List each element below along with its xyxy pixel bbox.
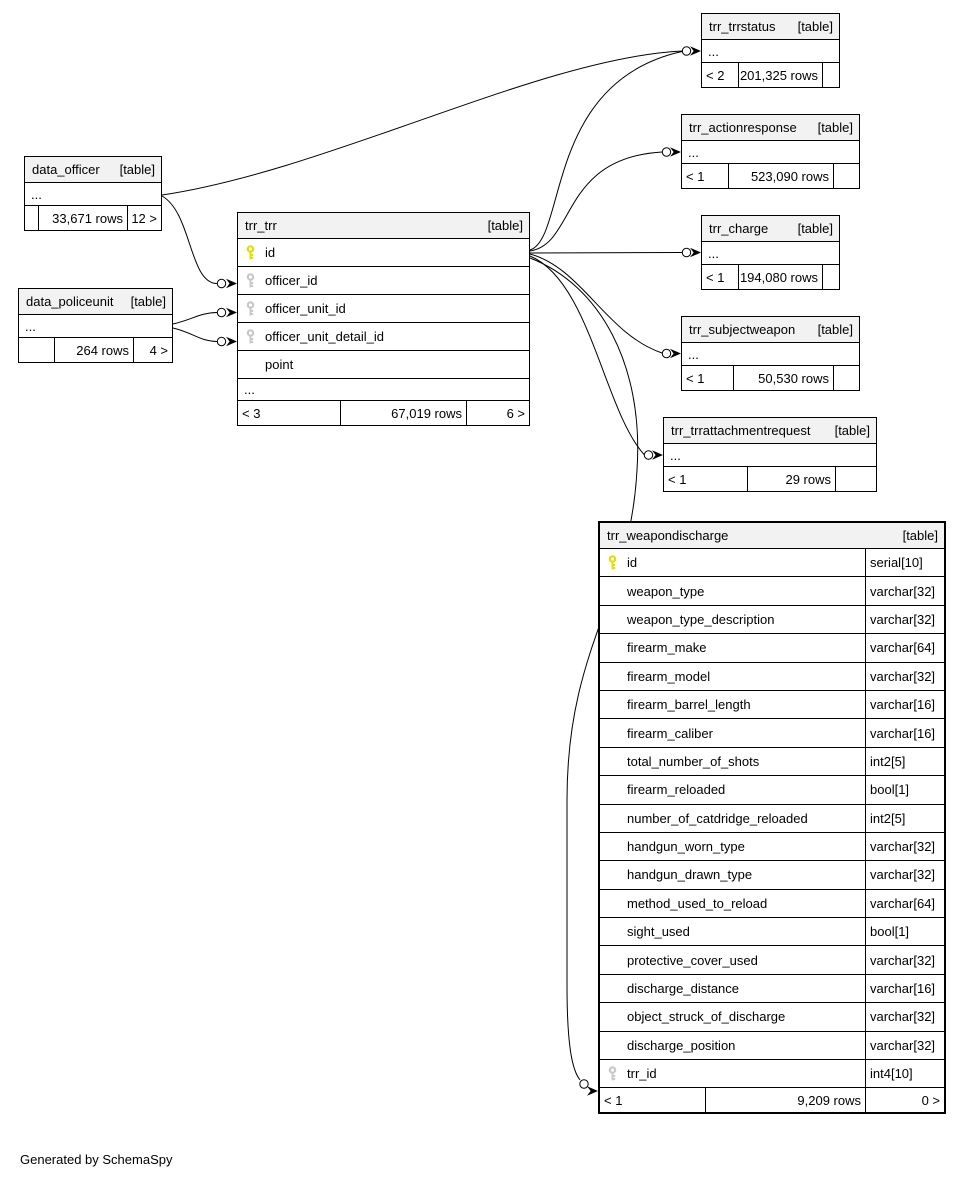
column-type: varchar[32]	[865, 946, 944, 973]
column-type: varchar[16]	[865, 719, 944, 746]
hidden-columns-row	[682, 141, 859, 164]
column-name: firearm_make	[627, 640, 707, 656]
footer-parents: < 1	[686, 370, 705, 386]
table-trr_weapondischarge[interactable]	[598, 521, 946, 1114]
table-header[interactable]	[238, 213, 529, 239]
column-row-protective_cover_used[interactable]	[600, 946, 944, 974]
column-name: ...	[708, 245, 719, 261]
column-name: officer_unit_id	[265, 301, 346, 316]
table-name: trr_actionresponse	[689, 120, 797, 135]
cardinality-circle-icon	[662, 349, 670, 357]
column-row-discharge_position[interactable]	[600, 1032, 944, 1060]
primary-key-icon	[238, 245, 265, 261]
table-data_officer[interactable]	[24, 156, 162, 231]
footer-children	[833, 164, 859, 188]
hidden-columns-row	[25, 183, 161, 206]
table-type-tag: [table]	[487, 218, 523, 233]
column-type: varchar[32]	[865, 577, 944, 604]
column-name: total_number_of_shots	[627, 753, 760, 769]
column-row-firearm_caliber[interactable]	[600, 719, 944, 747]
arrowhead-icon	[226, 337, 237, 347]
footer-children	[822, 265, 839, 289]
table-trr_subjectweapon[interactable]	[681, 316, 860, 391]
table-footer	[238, 401, 529, 425]
relationship-line	[173, 328, 217, 342]
footer-row-count: 9,209 rows	[705, 1088, 865, 1112]
column-row-officer_id[interactable]	[238, 267, 529, 295]
table-header[interactable]	[19, 289, 172, 315]
column-name: ...	[688, 346, 699, 362]
column-type: varchar[32]	[865, 1032, 944, 1059]
column-row-method_used_to_reload[interactable]	[600, 890, 944, 918]
column-row-discharge_distance[interactable]	[600, 975, 944, 1003]
column-name: ...	[244, 382, 255, 397]
column-name: sight_used	[627, 924, 690, 940]
relationship-line	[162, 51, 682, 195]
footer-parents: < 1	[706, 269, 725, 285]
column-type: serial[10]	[865, 549, 944, 576]
column-type: varchar[32]	[865, 861, 944, 888]
table-footer	[664, 467, 876, 491]
hidden-columns-row	[664, 444, 876, 467]
cardinality-circle-icon	[580, 1080, 588, 1088]
footer-row-count: 67,019 rows	[340, 401, 466, 425]
column-type: varchar[16]	[865, 975, 944, 1002]
primary-key-icon	[600, 555, 627, 571]
column-name: firearm_reloaded	[627, 782, 726, 798]
column-row-object_struck_of_discharge[interactable]	[600, 1003, 944, 1031]
arrowhead-icon	[670, 349, 681, 359]
table-name: data_officer	[32, 162, 100, 177]
column-name: ...	[708, 43, 719, 59]
table-header[interactable]	[25, 157, 161, 183]
table-footer	[25, 206, 161, 230]
column-row-id[interactable]	[238, 239, 529, 267]
foreign-key-icon	[238, 301, 265, 317]
foreign-key-icon	[238, 329, 265, 345]
column-row-trr_id[interactable]	[600, 1060, 944, 1088]
hidden-columns-row	[19, 315, 172, 338]
arrowhead-icon	[226, 279, 237, 289]
column-row-firearm_reloaded[interactable]	[600, 776, 944, 804]
table-footer	[682, 366, 859, 390]
arrowhead-icon	[690, 248, 701, 258]
table-type-tag: [table]	[817, 322, 853, 337]
table-header[interactable]	[682, 317, 859, 343]
table-name: trr_subjectweapon	[689, 322, 796, 337]
column-name: weapon_type_description	[627, 611, 775, 627]
hidden-columns-row	[702, 242, 839, 265]
arrowhead-icon	[652, 450, 663, 460]
table-type-tag: [table]	[119, 162, 155, 177]
footer-parents: < 2	[706, 67, 725, 83]
relationship-line	[530, 254, 662, 353]
column-row-officer_unit_detail_id[interactable]	[238, 323, 529, 351]
table-header[interactable]	[702, 216, 839, 242]
column-row-weapon_type[interactable]	[600, 577, 944, 605]
column-row-sight_used[interactable]	[600, 918, 944, 946]
table-footer	[702, 63, 839, 87]
table-trr_trrstatus[interactable]	[701, 13, 840, 88]
column-row-id[interactable]	[600, 549, 944, 577]
cardinality-circle-icon	[217, 337, 225, 345]
footer-row-count: 194,080 rows	[738, 265, 822, 289]
column-name: officer_id	[265, 273, 318, 288]
column-name: officer_unit_detail_id	[265, 329, 385, 344]
arrowhead-icon	[670, 147, 681, 157]
column-row-total_number_of_shots[interactable]	[600, 748, 944, 776]
table-footer	[702, 265, 839, 289]
table-type-tag: [table]	[797, 221, 833, 236]
column-name: ...	[25, 318, 36, 334]
column-name: object_struck_of_discharge	[627, 1009, 786, 1025]
column-name: trr_id	[627, 1066, 657, 1082]
column-name: ...	[670, 447, 681, 463]
column-type: int4[10]	[865, 1060, 944, 1087]
table-type-tag: [table]	[817, 120, 853, 135]
column-name: ...	[688, 144, 699, 160]
generator-note: Generated by SchemaSpy	[20, 1152, 173, 1167]
footer-row-count: 29 rows	[747, 467, 835, 491]
footer-children	[833, 366, 859, 390]
table-name: data_policeunit	[26, 294, 114, 309]
table-header[interactable]	[702, 14, 839, 40]
table-footer	[600, 1088, 944, 1112]
column-name: protective_cover_used	[627, 952, 758, 968]
column-name: firearm_model	[627, 668, 711, 684]
column-type: int2[5]	[865, 805, 944, 832]
footer-parents: < 1	[604, 1092, 623, 1108]
column-name: firearm_barrel_length	[627, 697, 751, 713]
table-trr_charge[interactable]	[701, 215, 840, 290]
footer-row-count: 201,325 rows	[738, 63, 822, 87]
table-trr_trr[interactable]	[237, 212, 530, 426]
table-trr_actionresponse[interactable]	[681, 114, 860, 189]
footer-parents	[19, 338, 54, 362]
table-data_policeunit[interactable]	[18, 288, 173, 363]
table-footer	[682, 164, 859, 188]
table-name: trr_trrattachmentrequest	[671, 423, 811, 438]
footer-row-count: 523,090 rows	[728, 164, 833, 188]
column-name: discharge_distance	[627, 981, 740, 997]
column-row-handgun_drawn_type[interactable]	[600, 861, 944, 889]
column-row-officer_unit_id[interactable]	[238, 295, 529, 323]
column-type: varchar[64]	[865, 634, 944, 661]
foreign-key-icon	[238, 273, 265, 289]
table-name: trr_weapondischarge	[607, 528, 729, 543]
column-type: int2[5]	[865, 748, 944, 775]
table-header[interactable]	[664, 418, 876, 444]
footer-children: 0 >	[865, 1088, 944, 1112]
column-name: number_of_catdridge_reloaded	[627, 810, 808, 826]
relationship-line	[162, 196, 217, 284]
table-type-tag: [table]	[130, 294, 166, 309]
cardinality-circle-icon	[682, 248, 690, 256]
arrowhead-icon	[587, 1086, 598, 1096]
footer-parents: < 1	[686, 168, 705, 184]
footer-row-count: 50,530 rows	[733, 366, 833, 390]
column-type: varchar[32]	[865, 1003, 944, 1030]
column-name: discharge_position	[627, 1037, 736, 1053]
cardinality-circle-icon	[662, 148, 670, 156]
column-name: weapon_type	[627, 583, 705, 599]
cardinality-circle-icon	[644, 451, 652, 459]
hidden-columns-row	[682, 343, 859, 366]
column-name: handgun_worn_type	[627, 839, 745, 855]
footer-parents	[25, 206, 38, 230]
relationship-line	[530, 253, 682, 254]
column-name: ...	[31, 186, 42, 202]
arrowhead-icon	[226, 308, 237, 318]
column-row-firearm_model[interactable]	[600, 663, 944, 691]
column-type: bool[1]	[865, 776, 944, 803]
table-name: trr_charge	[709, 221, 769, 236]
table-trr_trrattachmentrequest[interactable]	[663, 417, 877, 492]
arrowhead-icon	[690, 46, 701, 56]
column-type: varchar[16]	[865, 691, 944, 718]
table-type-tag: [table]	[834, 423, 870, 438]
relationship-line	[530, 152, 662, 251]
footer-children: 6 >	[466, 401, 529, 425]
cardinality-circle-icon	[217, 279, 225, 287]
column-name: id	[265, 245, 276, 260]
footer-children: 4 >	[133, 338, 172, 362]
column-type: varchar[64]	[865, 890, 944, 917]
column-type: varchar[32]	[865, 606, 944, 633]
column-row-firearm_make[interactable]	[600, 634, 944, 662]
hidden-columns-row	[238, 379, 529, 401]
relationship-line	[530, 52, 682, 251]
footer-row-count: 264 rows	[54, 338, 133, 362]
column-name: point	[265, 357, 294, 372]
relationship-line	[173, 313, 217, 325]
foreign-key-icon	[600, 1066, 627, 1082]
column-name: method_used_to_reload	[627, 895, 768, 911]
column-row-point[interactable]	[238, 351, 529, 379]
column-name: handgun_drawn_type	[627, 867, 753, 883]
column-row-firearm_barrel_length[interactable]	[600, 691, 944, 719]
table-footer	[19, 338, 172, 362]
column-name: firearm_caliber	[627, 725, 713, 741]
footer-children: 12 >	[127, 206, 161, 230]
footer-children	[822, 63, 839, 87]
column-type: varchar[32]	[865, 833, 944, 860]
footer-parents: < 1	[668, 471, 687, 487]
column-row-handgun_worn_type[interactable]	[600, 833, 944, 861]
table-type-tag: [table]	[902, 528, 938, 543]
footer-row-count: 33,671 rows	[38, 206, 127, 230]
footer-children	[835, 467, 876, 491]
hidden-columns-row	[702, 40, 839, 63]
table-header[interactable]	[682, 115, 859, 141]
relationship-line	[530, 256, 644, 455]
column-name: id	[627, 555, 638, 571]
column-type: varchar[32]	[865, 663, 944, 690]
table-name: trr_trr	[245, 218, 277, 233]
table-header[interactable]	[600, 523, 944, 549]
column-row-number_of_catdridge_reloaded[interactable]	[600, 805, 944, 833]
table-name: trr_trrstatus	[709, 19, 776, 34]
cardinality-circle-icon	[217, 308, 225, 316]
table-type-tag: [table]	[797, 19, 833, 34]
cardinality-circle-icon	[682, 47, 690, 55]
column-type: bool[1]	[865, 918, 944, 945]
column-row-weapon_type_description[interactable]	[600, 606, 944, 634]
footer-parents: < 3	[242, 405, 261, 421]
